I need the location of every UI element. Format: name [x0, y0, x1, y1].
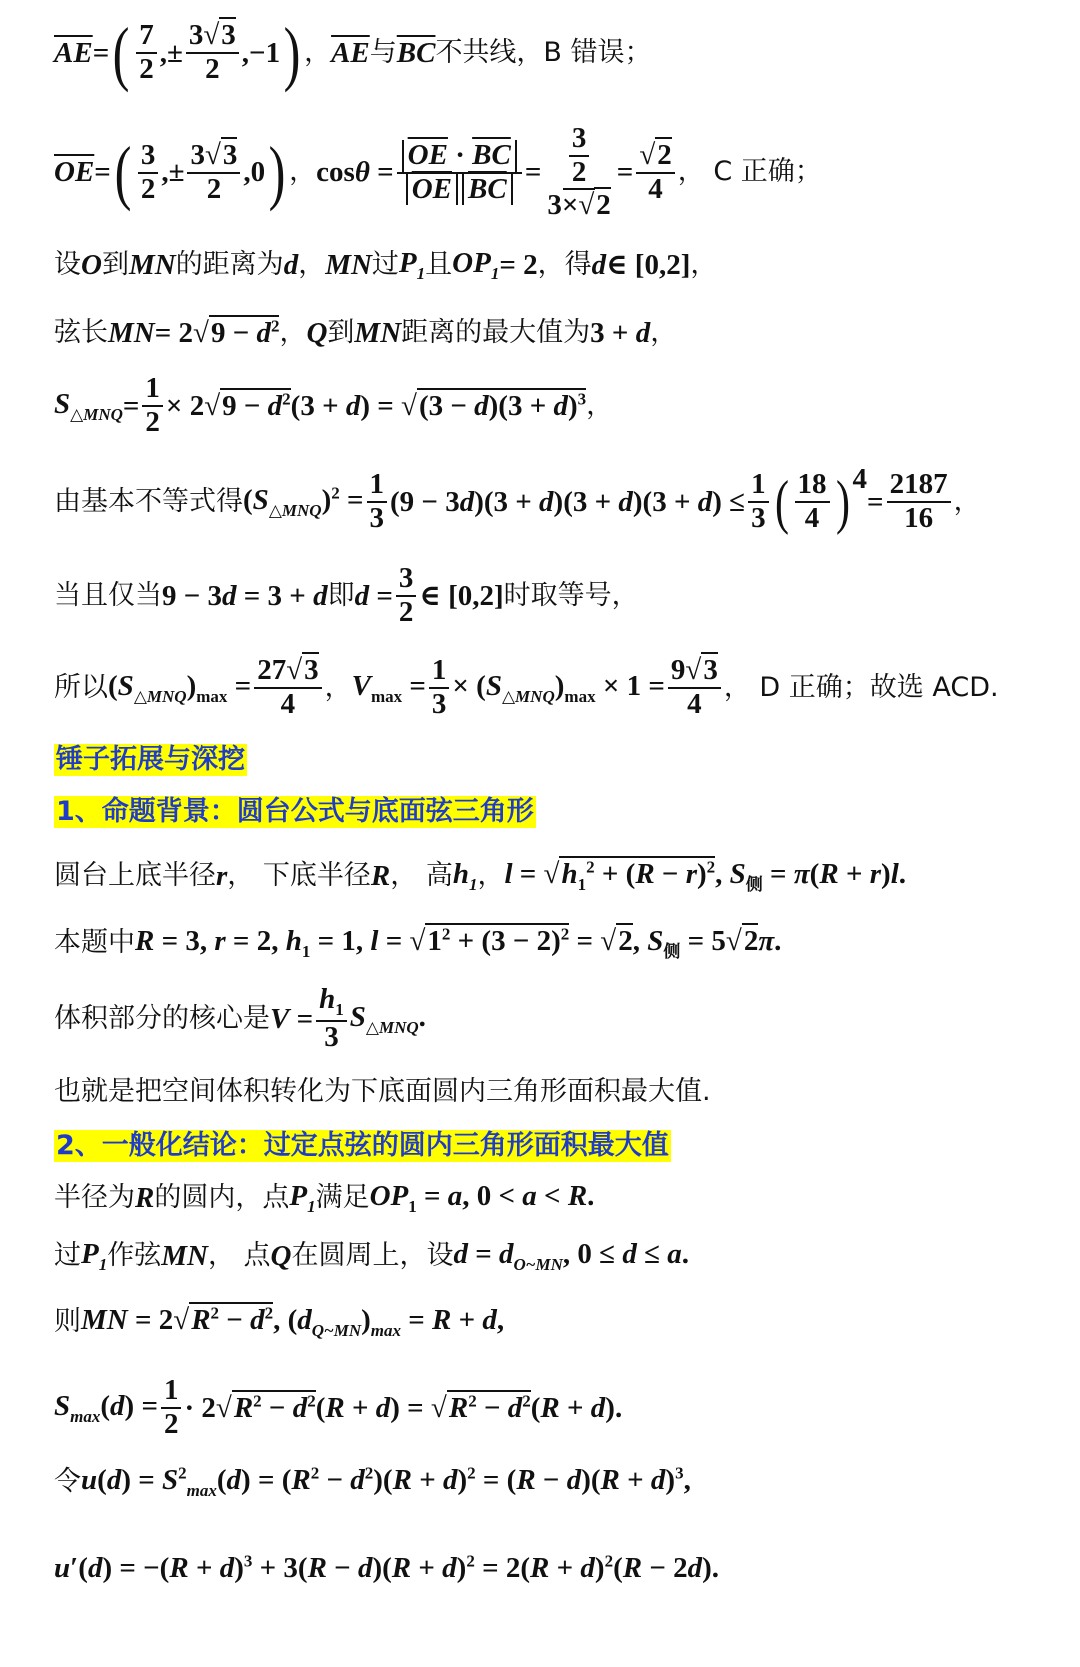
- expr: · $2√R^2 - d^2(R + d) = √R^2 - d^2(R + d)$.: [184, 1390, 623, 1424]
- var: $P_1$: [398, 246, 426, 283]
- line-14: [54, 1070, 711, 1114]
- eq: =: [867, 485, 884, 518]
- frac: $\frac{1}{3}$: [367, 469, 388, 535]
- vec-OE: $\overline{OE}$: [54, 156, 95, 189]
- expr: $(S_{\triangle MNQ})^2$ =: [243, 483, 364, 520]
- expr: 3 + d: [590, 316, 651, 349]
- line-17: [54, 1234, 689, 1278]
- text: ， C 正确；: [677, 156, 822, 188]
- text: 即: [327, 579, 355, 611]
- section-heading: 锤子拓展与深挖: [56, 743, 245, 775]
- sep: ,−1: [241, 36, 281, 69]
- expr: $u'(d) = -(R + d)^3 + 3(R - d)(R + d)^2 = 2(R + d)^2(R - 2d)$.: [54, 1550, 720, 1584]
- text: 过: [54, 1239, 81, 1271]
- line-13: [54, 982, 426, 1056]
- text: ，: [298, 248, 326, 280]
- frac: $\frac{3}{2}$: [138, 140, 159, 206]
- var: d: [283, 248, 299, 281]
- expr: $d = d_{O\sim MN}$, 0 ≤ d ≤ a.: [453, 1237, 689, 1274]
- paren-left: (: [114, 132, 132, 213]
- text: ，: [279, 316, 307, 348]
- text: 圆台上底半径: [54, 859, 216, 891]
- text: ，: [304, 36, 332, 68]
- expr: $l = √h_1^2 + (R - r)^2$, $S_侧 = \pi(R + r)l$.: [504, 857, 906, 894]
- var: MN: [325, 248, 372, 281]
- var: O: [81, 248, 102, 281]
- frac-nested: $\frac{\frac{3}{2}}{3\times√2}$: [547, 121, 611, 222]
- text: ， 下底半径: [227, 859, 371, 891]
- var: $h_1$: [452, 857, 478, 894]
- expr: $S_{\triangle MNQ}$.: [349, 1000, 426, 1037]
- frac: $\frac{1}{3}$: [429, 655, 450, 721]
- text: 也就是把空间体积转化为下底面圆内三角形面积最大值.: [54, 1075, 711, 1107]
- expr: $u(d) = S^2_{max}(d) = (R^2 - d^2)(R + d)^2 = (R - d)(R + d)^3$,: [81, 1463, 691, 1500]
- frac: $\frac{2187}{16}$: [887, 469, 951, 535]
- line-20: [54, 1454, 691, 1510]
- eq: =: [616, 156, 634, 189]
- frac: $\frac{9√3}{4}$: [668, 655, 721, 721]
- text: ， 高: [390, 859, 453, 891]
- var: $P_1$: [289, 1179, 316, 1216]
- frac: $\frac{1}{2}$: [161, 1375, 182, 1441]
- line-21: [54, 1540, 719, 1596]
- text: 当且仅当: [54, 579, 162, 611]
- var: $OP_1$: [452, 246, 500, 283]
- frac: $\frac{18}{4}$: [795, 469, 830, 535]
- vec-BC: $\overline{BC}$: [396, 36, 436, 69]
- var: d: [591, 248, 607, 281]
- var: MN: [128, 248, 176, 281]
- frac: $\frac{3√3}{2}$: [186, 20, 239, 86]
- text: 设: [54, 248, 81, 280]
- expr: × $(S_{\triangle MNQ})_{max} \times 1$ =: [452, 669, 665, 706]
- line-5: [54, 370, 613, 442]
- line-1: [54, 8, 652, 98]
- vec-AE: $\overline{AE}$: [331, 36, 370, 69]
- frac: $\frac{3√3}{2}$: [187, 140, 240, 206]
- paren-right: ): [268, 132, 286, 213]
- text: 则: [54, 1305, 81, 1337]
- text: 所以: [54, 671, 108, 703]
- line-4: [54, 311, 677, 355]
- expr: R = 3, r = 2, $h_1 = 1$, $l = √1^2 + (3 - 2)^2 = √2$, $S_侧 = 5√2\pi$.: [135, 924, 782, 961]
- eq: ∈ [0,2]: [606, 248, 691, 281]
- var: Q: [270, 1239, 292, 1272]
- expr: $V_{max}$ =: [351, 669, 426, 706]
- var: Q: [306, 316, 328, 349]
- expr: $OP_1 = a$, 0 < a < R.: [369, 1179, 595, 1216]
- frac: $\frac{h_1}{3}$: [316, 984, 347, 1053]
- var: r: [216, 859, 228, 892]
- text: ，: [289, 156, 317, 188]
- text: ，: [586, 389, 614, 421]
- var: MN: [108, 316, 155, 349]
- frac: $\frac{√2}{4}$: [636, 140, 674, 206]
- line-11: [54, 848, 906, 904]
- eq: = $2√9 - d^2$: [154, 315, 280, 349]
- eq: =: [94, 156, 111, 189]
- expr: $S_{max}(d)$ =: [54, 1389, 158, 1426]
- text: 时取等号，: [503, 579, 639, 611]
- line-19: [54, 1370, 622, 1446]
- paren-right: ): [283, 12, 301, 93]
- var: R: [135, 1181, 155, 1214]
- frac: $\frac{7}{2}$: [136, 20, 157, 86]
- line-15: [54, 1124, 671, 1168]
- text: 本题中: [54, 926, 135, 958]
- subsection-heading-2: 2、一般化结论：过定点弦的圆内三角形面积最大值: [56, 1129, 669, 1161]
- text: ， 点: [207, 1239, 271, 1271]
- sup: 4: [852, 463, 868, 495]
- expr: 9 − 3d = 3 + d: [162, 579, 328, 612]
- eq: =: [92, 36, 110, 69]
- eq: =: [524, 156, 542, 189]
- line-18: [54, 1294, 504, 1350]
- expr: V =: [270, 1002, 314, 1035]
- line-12: [54, 918, 781, 968]
- line-3: [54, 243, 717, 287]
- cos: cosθ =: [316, 156, 394, 189]
- line-16: [54, 1176, 594, 1220]
- text: 令: [54, 1465, 81, 1497]
- line-10: [54, 790, 536, 834]
- line-8: [54, 650, 999, 726]
- var: R: [370, 859, 391, 892]
- vec-AE: $\overline{AE}$: [54, 36, 93, 69]
- text: ，: [953, 485, 981, 517]
- frac: $\frac{1}{3}$: [748, 469, 769, 535]
- text: 半径为: [54, 1181, 135, 1213]
- var: $S_{\triangle MNQ}$: [54, 387, 123, 424]
- var: MN: [161, 1239, 208, 1272]
- text: 不共线，B 错误；: [435, 36, 652, 68]
- text: ，: [477, 859, 505, 891]
- text: 距离的最大值为: [401, 316, 591, 348]
- eq: = 2: [499, 248, 538, 281]
- frac: $\frac{3}{2}$: [396, 563, 417, 629]
- text: 的距离为: [175, 248, 284, 280]
- eq: =: [122, 389, 140, 422]
- frac: $\frac{27√3}{4}$: [254, 655, 321, 721]
- sep: ,0: [243, 156, 266, 189]
- frac-cos: $\frac{\overline{OE} \cdot \overline{BC}}{\overline{OE} \overline{BC}}$: [397, 140, 522, 206]
- line-9: [54, 738, 247, 782]
- line-7: [54, 560, 639, 632]
- text: 弦长: [54, 316, 108, 348]
- expr: $(S_{\triangle MNQ})_{max}$ =: [108, 669, 252, 706]
- text: 由基本不等式得: [54, 485, 243, 517]
- sep: ,±: [161, 156, 185, 189]
- text: 的圆内，点: [154, 1181, 290, 1213]
- paren-left: (: [774, 469, 789, 535]
- expr: ∈ [0,2]: [419, 579, 504, 612]
- paren-left: (: [112, 12, 130, 93]
- text: 到: [101, 248, 129, 280]
- sep: ,±: [159, 36, 183, 69]
- text: ， D 正确；故选 ACD.: [723, 671, 999, 703]
- text: ，得: [537, 248, 592, 280]
- expr: MN = $2√R^2 - d^2$, $(d_{Q\sim MN})_{max} = R + d$,: [81, 1303, 505, 1340]
- text: 体积部分的核心是: [54, 1002, 270, 1034]
- text: 到: [327, 316, 355, 348]
- var: $P_1$: [81, 1237, 108, 1274]
- text: ，: [650, 316, 678, 348]
- var: MN: [354, 316, 402, 349]
- expr: × $2√9 - d^2(3 + d) = √(3 - d)(3 + d)^3$: [165, 388, 587, 422]
- expr: (9 − 3d)(3 + d)(3 + d)(3 + d) ≤: [390, 485, 746, 518]
- text: 满足: [315, 1181, 370, 1213]
- text: ，: [324, 671, 352, 703]
- text: 过: [371, 248, 399, 280]
- line-2: [54, 110, 822, 235]
- line-6: [54, 462, 981, 542]
- text: 在圆周上，设: [291, 1239, 454, 1271]
- text: 且: [425, 248, 453, 280]
- paren-right: ): [835, 469, 850, 535]
- text: 作弦: [107, 1239, 162, 1271]
- subsection-heading-1: 1、命题背景：圆台公式与底面弦三角形: [56, 795, 534, 827]
- text: ，: [690, 248, 718, 280]
- expr: d =: [354, 579, 393, 612]
- text: 与: [369, 36, 397, 68]
- frac: $\frac{1}{2}$: [142, 373, 163, 439]
